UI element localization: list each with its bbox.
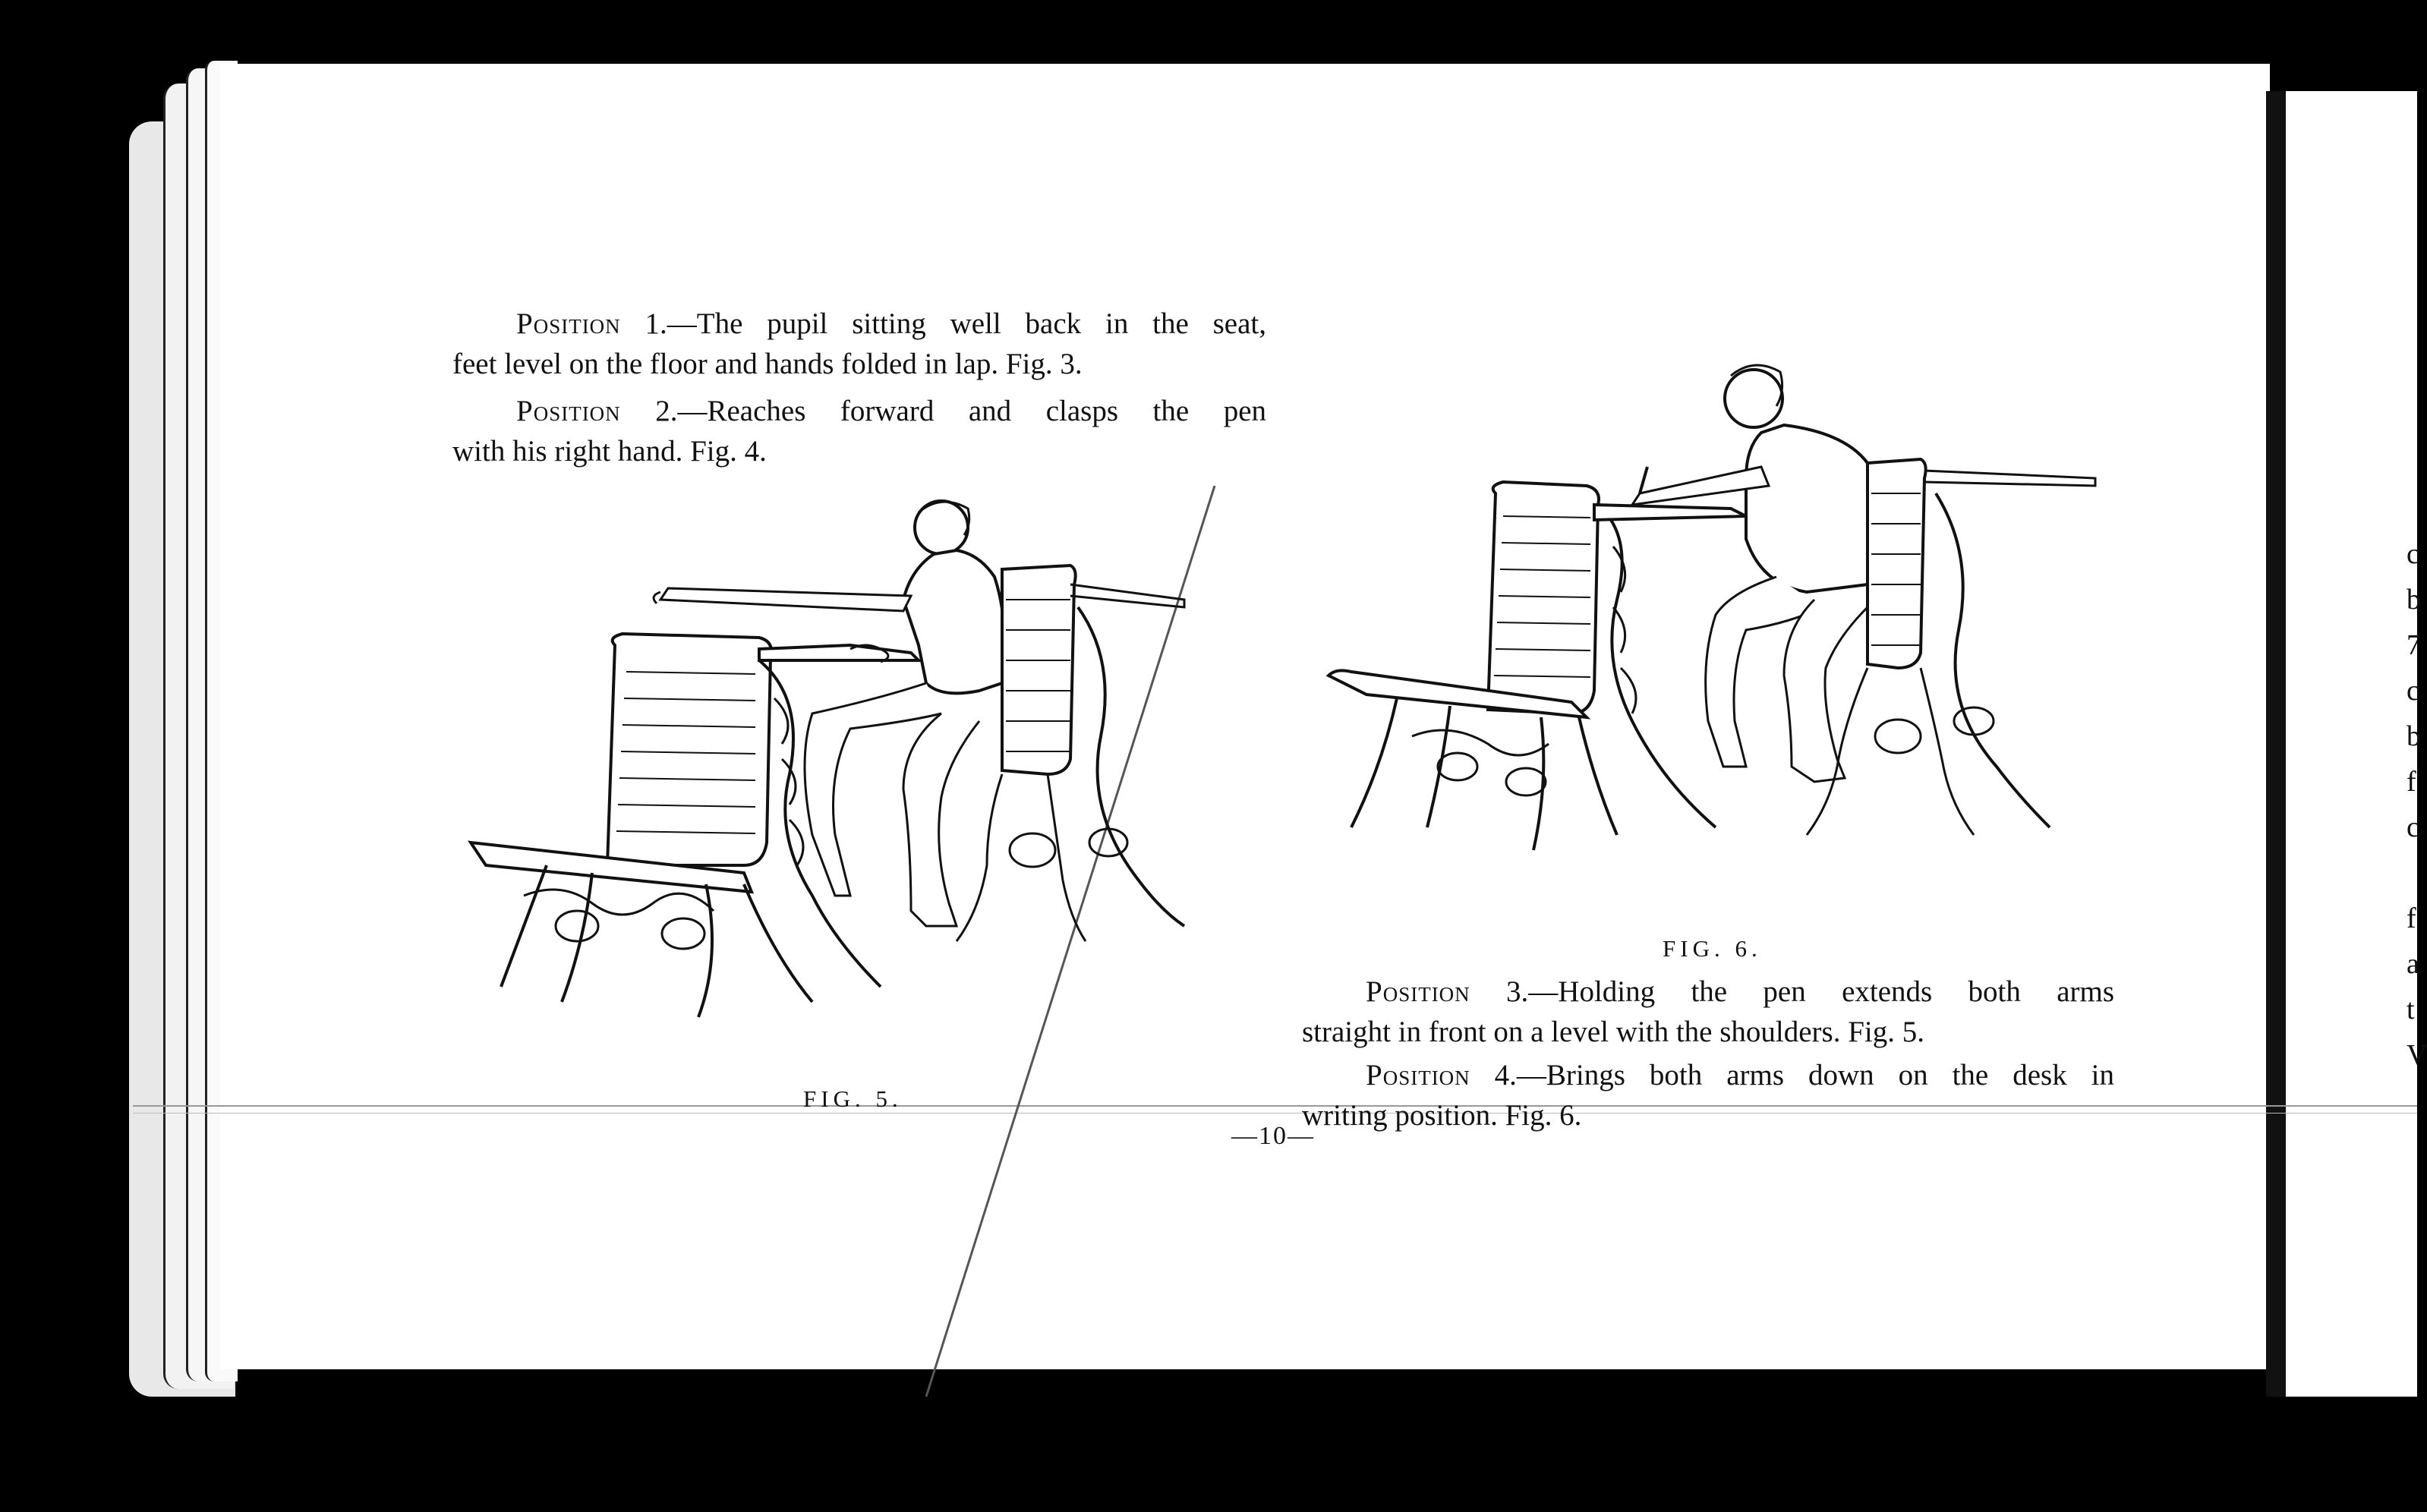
paragraph-line: —Brings both arms down on the desk in: [1516, 1059, 2115, 1091]
fragment: a: [2407, 948, 2419, 980]
paragraph-line: writing position. Fig. 6.: [1302, 1099, 1582, 1132]
fig-5-caption: FIG. 5.: [803, 1085, 903, 1112]
paragraph-line: feet level on the floor and hands folded in lap. Fig. 3.: [452, 348, 1083, 380]
paragraph-line: —The pupil sitting well back in the seat,: [667, 307, 1267, 340]
paragraph-line: —Reaches forward and clasps the pen: [677, 395, 1267, 427]
fragment: f: [2407, 766, 2416, 798]
fragment: V: [2407, 1039, 2427, 1071]
fig-6-caption: FIG. 6.: [1663, 935, 1762, 962]
facing-page-text: [2407, 531, 2427, 1078]
fragment: c: [2407, 538, 2419, 570]
fragment: c: [2407, 811, 2419, 843]
paragraph-line: with his right hand. Fig. 4.: [452, 435, 767, 468]
paragraph-line: —Holding the pen extends both arms: [1528, 975, 2115, 1008]
position-label: Position: [516, 395, 621, 427]
position-label: Position: [1366, 1059, 1470, 1091]
fragment: c: [2407, 675, 2419, 707]
facing-page: [2286, 91, 2417, 1397]
fragment: f: [2407, 902, 2416, 934]
fragment: b: [2407, 584, 2421, 616]
page-number: —10—: [1231, 1122, 1315, 1150]
fig-6-illustration: [1321, 342, 2118, 926]
position-number: 4.: [1494, 1059, 1517, 1091]
position-number: 3.: [1506, 975, 1529, 1008]
gutter-shadow: [2266, 91, 2286, 1397]
position-number: 1.: [645, 307, 667, 340]
fig-5-illustration: [455, 471, 1253, 1078]
paragraph-position-2: [452, 391, 1266, 471]
position-label: Position: [1366, 975, 1470, 1008]
fragment: t: [2407, 994, 2415, 1025]
paragraph-position-4: [1302, 1055, 2114, 1136]
paragraph-line: straight in front on a level with the shoulders. Fig. 5.: [1302, 1016, 1924, 1048]
position-number: 2.: [655, 395, 678, 427]
position-label: Position: [516, 307, 621, 340]
fragment: b: [2407, 720, 2421, 752]
paragraph-position-3: [1302, 972, 2114, 1052]
fragment: 7: [2407, 629, 2421, 661]
paragraph-position-1: [452, 304, 1266, 384]
